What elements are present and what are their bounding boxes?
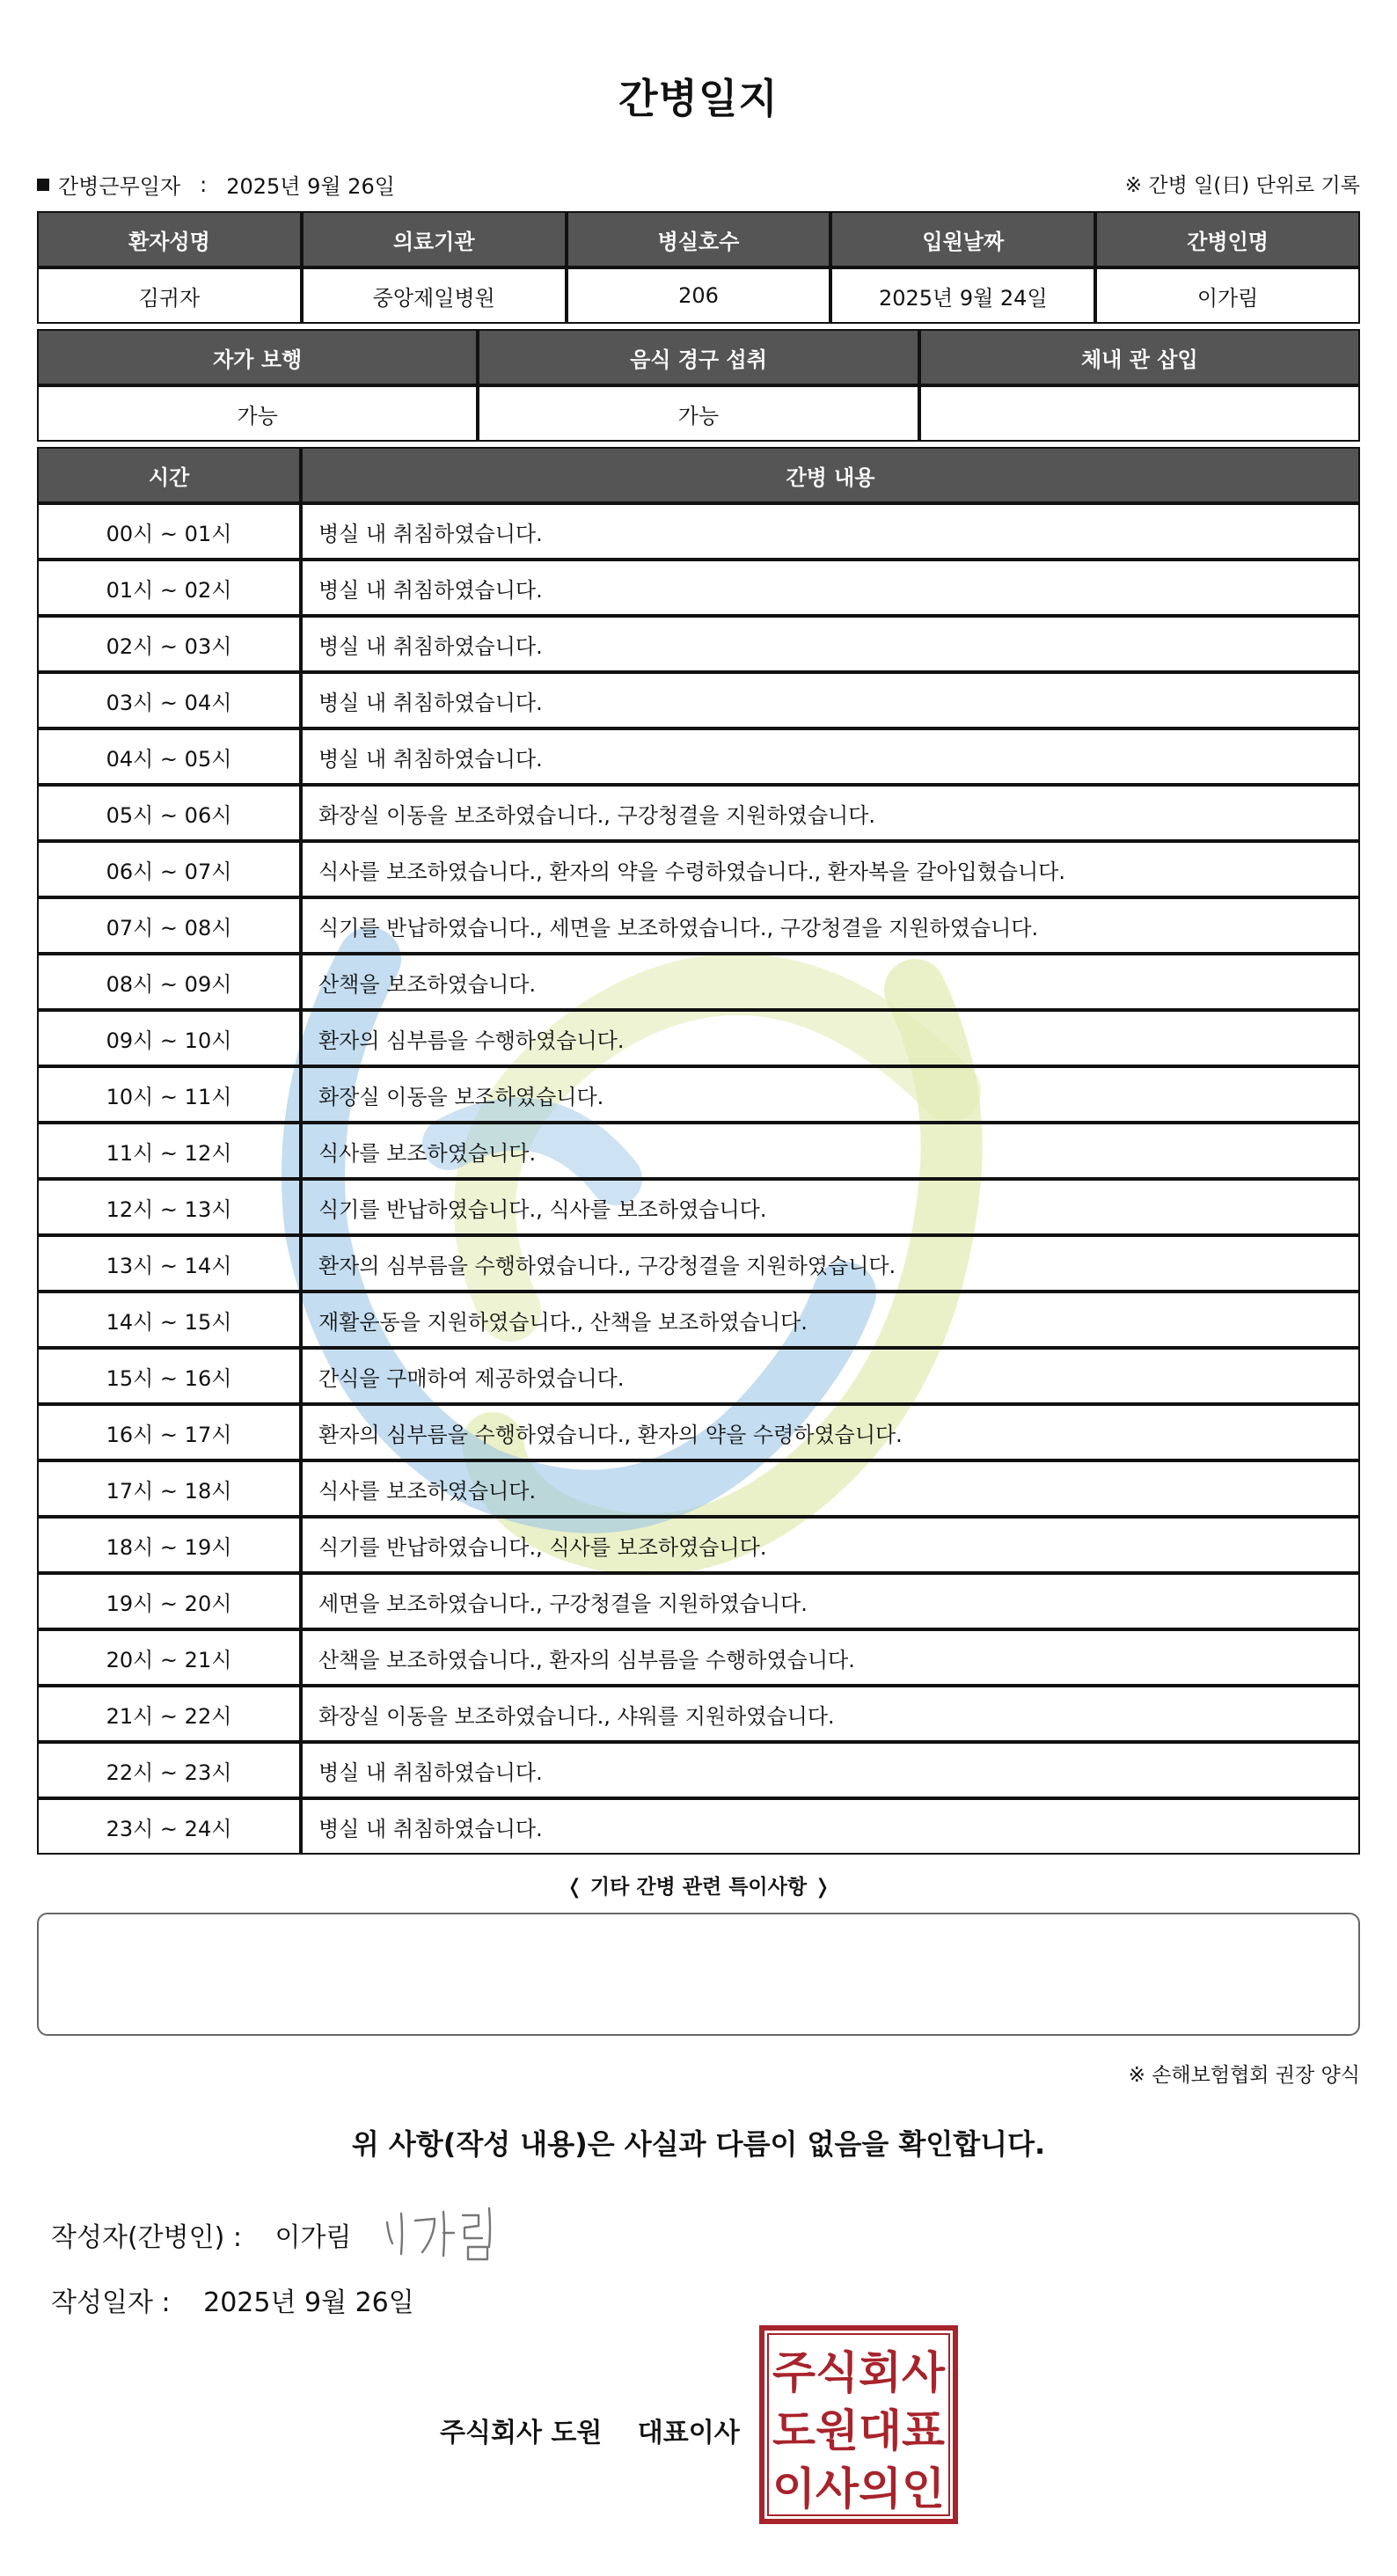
company-line: [440, 2411, 740, 2449]
log-content: 병실 내 취침하였습니다.: [301, 503, 1360, 560]
log-time: 00시 ~ 01시: [37, 503, 301, 560]
table-row: [37, 1460, 1360, 1517]
table-row: [37, 616, 1360, 672]
table-row: [37, 1517, 1360, 1573]
log-content: 식기를 반납하였습니다., 식사를 보조하였습니다.: [301, 1179, 1360, 1235]
writer-label: 작성자(간병인) :: [51, 2222, 242, 2253]
work-date-label: 간병근무일자: [58, 174, 181, 199]
patient-status-table: [37, 329, 1360, 442]
table-row: [37, 1179, 1360, 1235]
seal-row-3: 이사의인: [772, 2463, 945, 2514]
room-number: 206: [567, 267, 831, 324]
seal-row-1: 주식회사: [772, 2347, 946, 2398]
log-time: 19시 ~ 20시: [37, 1573, 301, 1629]
log-content: 병실 내 취침하였습니다.: [301, 1798, 1360, 1855]
log-content: 병실 내 취침하였습니다.: [301, 728, 1360, 785]
log-time: 02시 ~ 03시: [37, 616, 301, 672]
log-time: 12시 ~ 13시: [37, 1179, 301, 1235]
log-content: 식사를 보조하였습니다.: [301, 1123, 1360, 1179]
log-content: 식사를 보조하였습니다., 환자의 약을 수령하였습니다., 환자복을 갈아입혔습니다.: [301, 841, 1360, 897]
log-content: 환자의 심부름을 수행하였습니다., 환자의 약을 수령하였습니다.: [301, 1404, 1360, 1460]
table-row: [37, 503, 1360, 560]
oral-intake-value: 가능: [478, 385, 918, 442]
log-content: 세면을 보조하였습니다., 구강청결을 지원하였습니다.: [301, 1573, 1360, 1629]
log-time: 04시 ~ 05시: [37, 728, 301, 785]
log-content: 재활운동을 지원하였습니다., 산책을 보조하였습니다.: [301, 1292, 1360, 1348]
log-content: 화장실 이동을 보조하였습니다., 구강청결을 지원하였습니다.: [301, 785, 1360, 841]
page-title: 간병일지: [618, 75, 779, 122]
work-date-line: [37, 169, 395, 200]
log-content: 산책을 보조하였습니다., 환자의 심부름을 수행하였습니다.: [301, 1629, 1360, 1686]
work-date-value: 2025년 9월 26일: [226, 174, 395, 199]
log-time: 22시 ~ 23시: [37, 1742, 301, 1798]
log-time: 07시 ~ 08시: [37, 897, 301, 954]
log-time: 17시 ~ 18시: [37, 1460, 301, 1517]
log-content: 화장실 이동을 보조하였습니다.: [301, 1066, 1360, 1123]
table-row: [37, 1629, 1360, 1686]
work-date-separator: :: [200, 172, 208, 197]
table-row: [37, 954, 1360, 1010]
header-hospital: 의료기관: [302, 211, 567, 267]
header-care-content: 간병 내용: [301, 447, 1360, 503]
special-notes-box: [37, 1913, 1360, 2036]
header-tube-insertion: 체내 관 삽입: [919, 329, 1360, 385]
form-source-note: ※ 손해보험협회 권장 양식: [1128, 2064, 1360, 2087]
writer-name: 이가림: [274, 2222, 352, 2253]
log-time: 01시 ~ 02시: [37, 560, 301, 616]
table-row: [37, 1235, 1360, 1292]
log-time: 03시 ~ 04시: [37, 672, 301, 728]
patient-info-table: [37, 211, 1360, 324]
log-content: 간식을 구매하여 제공하였습니다.: [301, 1348, 1360, 1404]
bullet-square-icon: [37, 179, 49, 191]
log-time: 15시 ~ 16시: [37, 1348, 301, 1404]
log-content: 식사를 보조하였습니다.: [301, 1460, 1360, 1517]
table-row: [37, 672, 1360, 728]
log-time: 14시 ~ 15시: [37, 1292, 301, 1348]
header-self-walking: 자가 보행: [37, 329, 478, 385]
write-date-line: [51, 2280, 414, 2319]
log-content: 식기를 반납하였습니다., 식사를 보조하였습니다.: [301, 1517, 1360, 1573]
header-patient-name: 환자성명: [37, 211, 302, 267]
admission-date: 2025년 9월 24일: [830, 267, 1095, 324]
seal-row-2: 도원대표: [772, 2405, 946, 2456]
header-admission-date: 입원날짜: [830, 211, 1095, 267]
company-name: 주식회사 도원: [440, 2418, 603, 2448]
log-time: 23시 ~ 24시: [37, 1798, 301, 1855]
log-content: 화장실 이동을 보조하였습니다., 샤워를 지원하였습니다.: [301, 1686, 1360, 1742]
special-notes-title: ❬ 기타 간병 관련 특이사항 ❭: [566, 1876, 831, 1899]
table-row: [37, 560, 1360, 616]
log-content: 환자의 심부름을 수행하였습니다.: [301, 1010, 1360, 1066]
log-content: 환자의 심부름을 수행하였습니다., 구강청결을 지원하였습니다.: [301, 1235, 1360, 1292]
write-date-label: 작성일자 :: [51, 2287, 171, 2318]
log-content: 병실 내 취침하였습니다.: [301, 1742, 1360, 1798]
header-caregiver-name: 간병인명: [1095, 211, 1360, 267]
log-content: 병실 내 취침하였습니다.: [301, 672, 1360, 728]
log-time: 08시 ~ 09시: [37, 954, 301, 1010]
log-content: 산책을 보조하였습니다.: [301, 954, 1360, 1010]
log-time: 16시 ~ 17시: [37, 1404, 301, 1460]
table-row: [37, 785, 1360, 841]
hospital-name: 중앙제일병원: [302, 267, 567, 324]
caregiver-name: 이가림: [1095, 267, 1360, 324]
table-row: [37, 841, 1360, 897]
log-time: 09시 ~ 10시: [37, 1010, 301, 1066]
log-time: 21시 ~ 22시: [37, 1686, 301, 1742]
table-row: [37, 1798, 1360, 1855]
table-row: [37, 897, 1360, 954]
header-room-number: 병실호수: [567, 211, 831, 267]
patient-name: 김귀자: [37, 267, 302, 324]
log-time: 13시 ~ 14시: [37, 1235, 301, 1292]
log-time: 11시 ~ 12시: [37, 1123, 301, 1179]
table-row: [37, 1686, 1360, 1742]
table-row: [37, 1066, 1360, 1123]
table-row: [37, 1573, 1360, 1629]
tube-insertion-value: [919, 385, 1360, 442]
table-row: [37, 728, 1360, 785]
log-content: 병실 내 취침하였습니다.: [301, 560, 1360, 616]
unit-note: ※ 간병 일(日) 단위로 기록: [1124, 174, 1360, 197]
handwritten-signature-icon: [380, 2201, 521, 2263]
table-row: [37, 1010, 1360, 1066]
table-row: [37, 1404, 1360, 1460]
table-row: [37, 1292, 1360, 1348]
log-time: 05시 ~ 06시: [37, 785, 301, 841]
care-log-body: [37, 503, 1360, 1855]
log-time: 06시 ~ 07시: [37, 841, 301, 897]
header-oral-intake: 음식 경구 섭취: [478, 329, 918, 385]
care-log-table: [37, 447, 1360, 1855]
log-content: 병실 내 취침하였습니다.: [301, 616, 1360, 672]
log-time: 20시 ~ 21시: [37, 1629, 301, 1686]
self-walking-value: 가능: [37, 385, 478, 442]
confirmation-statement: 위 사항(작성 내용)은 사실과 다름이 없음을 확인합니다.: [351, 2127, 1046, 2161]
write-date-value: 2025년 9월 26일: [203, 2287, 414, 2318]
table-row: [37, 1348, 1360, 1404]
log-content: 식기를 반납하였습니다., 세면을 보조하였습니다., 구강청결을 지원하였습니다.: [301, 897, 1360, 954]
log-time: 10시 ~ 11시: [37, 1066, 301, 1123]
company-seal-stamp-icon: [758, 2324, 959, 2525]
table-row: [37, 1123, 1360, 1179]
log-time: 18시 ~ 19시: [37, 1517, 301, 1573]
header-time: 시간: [37, 447, 301, 503]
company-representative-title: 대표이사: [637, 2418, 740, 2448]
writer-line: [51, 2215, 351, 2254]
table-row: [37, 1742, 1360, 1798]
